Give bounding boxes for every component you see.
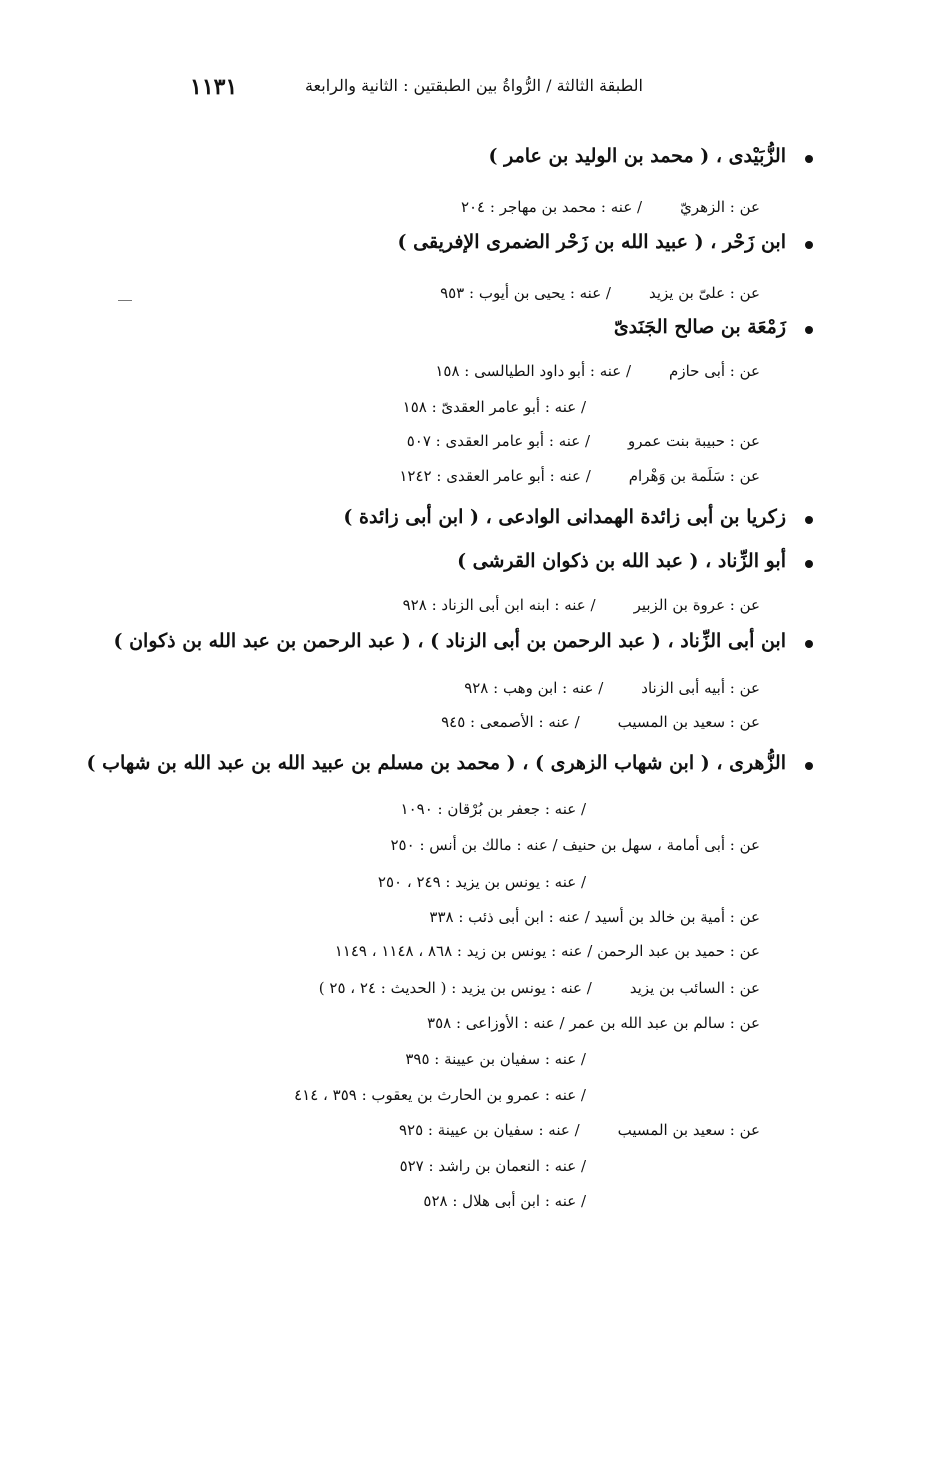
to-segment: / عنه : سفيان بن عيينة : ٣٩٥	[405, 1050, 586, 1068]
from-segment: عن : حميد بن عبد الرحمن / عنه : يونس بن زيد : ٨٦٨ ، ١١٤٨ ، ١١٤٩	[334, 942, 760, 960]
narration-line	[441, 713, 760, 731]
to-segment: / عنه : جعفر بن بُرْقان : ١٠٩٠	[400, 800, 586, 818]
from-segment: عن : حبيبة بنت عمرو	[628, 432, 760, 450]
from-segment: عن : سعيد بن المسيب	[617, 1121, 760, 1139]
from-segment: عن : سَلَمة بن وَهْرام	[628, 467, 760, 485]
narration-line	[391, 836, 761, 854]
entry-heading: زَمْعَة بن صالح الجَنَدىّ	[613, 316, 786, 338]
running-header: الطبقة الثالثة / الرُّواةُ بين الطبقتين : الثانية والرابعة	[304, 76, 643, 95]
narration-line	[403, 596, 760, 614]
from-segment: عن : أبى أمامة ، سهل بن حنيف / عنه : مالك بن أنس : ٢٥٠	[390, 836, 760, 854]
to-segment: / عنه : أبو عامر العقدى : ٥٠٧	[406, 432, 591, 450]
from-segment: عن : أمية بن خالد بن أسيد / عنه : ابن أبى ذئب : ٣٣٨	[429, 908, 760, 926]
stray-mark	[118, 300, 132, 301]
to-segment: / عنه : النعمان بن راشد : ٥٢٧	[399, 1157, 586, 1175]
narration-line	[423, 1192, 586, 1210]
narration-line	[400, 1157, 586, 1175]
to-segment: / عنه : الأصمعى : ٩٤٥	[441, 713, 580, 731]
to-segment: / عنه : ابن أبى هلال : ٥٢٨	[423, 1192, 586, 1210]
bullet-icon	[805, 241, 813, 249]
bullet-icon	[805, 516, 813, 524]
to-segment: / عنه : يونس بن يزيد : ٢٤٩ ، ٢٥٠	[377, 873, 586, 891]
narration-line	[427, 1014, 760, 1032]
from-segment: عن : علىّ بن يزيد	[648, 284, 760, 302]
from-segment: عن : سالم بن عبد الله بن عمر / عنه : الأوزاعى : ٣٥٨	[427, 1014, 760, 1032]
bullet-icon	[805, 560, 813, 568]
narration-line	[464, 679, 760, 697]
narration-line	[407, 432, 760, 450]
to-segment: / عنه : أبو عامر العقدى : ١٢٤٢	[399, 467, 591, 485]
bullet-icon	[805, 762, 813, 770]
narration-line	[440, 284, 760, 302]
bullet-icon	[805, 326, 813, 334]
narration-line	[399, 1121, 760, 1139]
narration-line	[405, 1050, 586, 1068]
entry-heading: ابن زَحْر ، ( عبيد الله بن زَحْر الضمرى الإفريقى )	[397, 231, 786, 253]
from-segment: عن : أبى حازم	[669, 362, 760, 380]
entry-heading: ابن أبى الزِّناد ، ( عبد الرحمن بن أبى الزناد ) ، ( عبد الرحمن بن عبد الله بن ذكوان )	[113, 630, 786, 652]
narration-line	[461, 198, 760, 216]
narration-line	[403, 398, 586, 416]
page-number: ١١٣١	[190, 74, 238, 100]
to-segment: / عنه : عمرو بن الحارث بن يعقوب : ٣٥٩ ، ٤١٤	[294, 1086, 586, 1104]
from-segment: عن : أبيه أبى الزناد	[641, 679, 760, 697]
from-segment: عن : عروة بن الزبير	[633, 596, 760, 614]
entry-heading: أبو الزِّناد ، ( عبد الله بن ذكوان القرشى )	[457, 550, 786, 572]
to-segment: / عنه : ابنه ابن أبى الزناد : ٩٢٨	[402, 596, 596, 614]
to-segment: / عنه : أبو داود الطيالسى : ١٥٨	[435, 362, 632, 380]
from-segment: عن : سعيد بن المسيب	[617, 713, 760, 731]
from-segment: عن : الزهريّ	[680, 198, 760, 216]
narration-line	[429, 908, 760, 926]
narration-line	[401, 800, 586, 818]
to-segment: / عنه : يحيى بن أيوب : ٩٥٣	[440, 284, 611, 302]
narration-line	[378, 873, 586, 891]
bullet-icon	[805, 155, 813, 163]
narration-line	[335, 942, 760, 960]
narration-line	[399, 467, 760, 485]
from-segment: عن : السائب بن يزيد	[629, 979, 760, 997]
narration-line	[294, 1086, 586, 1104]
bullet-icon	[805, 640, 813, 648]
entry-heading: الزُّبَيْدى ، ( محمد بن الوليد بن عامر )	[488, 145, 786, 167]
entry-heading: زكريا بن أبى زائدة الهمدانى الوادعى ، ( ابن أبى زائدة )	[343, 506, 786, 528]
narration-line	[435, 362, 760, 380]
to-segment: / عنه : سفيان بن عيينة : ٩٢٥	[398, 1121, 580, 1139]
to-segment: / عنه : يونس بن يزيد : ( الحديث : ٢٤ ، ٢٥ )	[318, 979, 592, 997]
to-segment: / عنه : أبو عامر العقدىّ : ١٥٨	[402, 398, 586, 416]
to-segment: / عنه : ابن وهب : ٩٢٨	[464, 679, 604, 697]
entry-heading: الزُّهرى ، ( ابن شهاب الزهرى ) ، ( محمد بن مسلم بن عبيد الله بن عبد الله بن شهاب )	[86, 752, 786, 774]
narration-line	[319, 979, 760, 997]
to-segment: / عنه : محمد بن مهاجر : ٢٠٤	[460, 198, 643, 216]
